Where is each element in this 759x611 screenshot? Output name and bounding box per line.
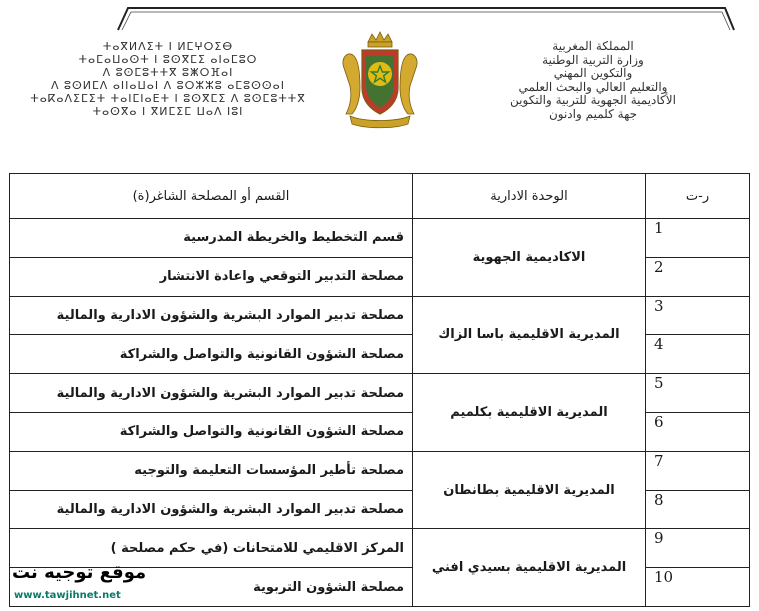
row-number: 1 [646,219,750,258]
table-header-row [10,174,750,219]
admin-unit-cell: المديرية الاقليمية باسا الزاك [413,296,646,374]
arabic-line-4: والتعليم العالي والبحث العلمي [518,79,668,94]
arabic-line-6: جهة كلميم وادنون [548,106,638,121]
row-number: 4 [646,335,750,374]
row-number: 7 [646,451,750,490]
service-cell: مصلحة الشؤون التربوية [10,568,413,607]
header-num: ر-ت [646,174,750,219]
tifinagh-line-4: ⴷ ⵓⵙⵍⵎⴷ ⴰⵏⵏⴰⵡⴰⵏ ⴷ ⵓⵔⵣⵣⵓ ⴰⵎⵓⵙⵙⴰⵏ [51,79,285,92]
service-cell: مصلحة تدبير الموارد البشرية والشؤون الادارية والمالية [10,296,413,335]
row-number: 10 [646,568,750,607]
arabic-line-3: والتكوين المهني [553,66,633,80]
row-number: 9 [646,529,750,568]
service-cell: قسم التخطيط والخريطة المدرسية [10,219,413,258]
watermark-url: www.tawjihnet.net [14,590,121,601]
arabic-line-2: وزارة التربية الوطنية [542,52,644,67]
vacancies-table [9,173,750,607]
service-cell: المركز الاقليمي للامتحانات (في حكم مصلحة ) [10,529,413,568]
row-number: 5 [646,374,750,413]
tifinagh-line-3: ⴷ ⵓⵙⵎⵓⵜⵜⴳ ⵓⵥⵔⴼⴰⵏ [102,66,234,79]
arabic-header [462,40,724,121]
header-unit: الوحدة الادارية [413,174,646,219]
tifinagh-line-5: ⵜⴰⴽⴰⴷⵉⵎⵉⵜ ⵜⴰⵏⵎⵏⴰⴹⵜ ⵏ ⵓⵙⴳⵎⵉ ⴷ ⵓⵙⵎⵓⵜⵜⴳ [30,92,306,105]
watermark-site-name: موقع توجيه نت [12,562,147,583]
site-watermark [12,562,162,608]
service-cell: مصلحة تدبير الموارد البشرية والشؤون الادارية والمالية [10,374,413,413]
admin-unit-cell: الاكاديمية الجهوية [413,219,646,297]
tifinagh-line-1: ⵜⴰⴳⵍⴷⵉⵜ ⵏ ⵍⵎⵖⵔⵉⴱ [102,40,234,53]
tifinagh-line-2: ⵜⴰⵎⴰⵡⴰⵙⵜ ⵏ ⵓⵙⴳⵎⵉ ⴰⵏⴰⵎⵓⵔ [78,53,258,66]
table-row [10,296,750,335]
royal-emblem-icon [330,30,430,130]
service-cell: مصلحة الشؤون القانونية والتواصل والشراكة [10,335,413,374]
arabic-line-5: الأكاديمية الجهوية للتربية والتكوين [510,93,676,107]
arabic-line-1: المملكة المغربية [552,39,634,53]
table-row [10,374,750,413]
row-number: 2 [646,257,750,296]
row-number: 8 [646,490,750,529]
admin-unit-cell: المديرية الاقليمية بسيدي افني [413,529,646,607]
service-cell: مصلحة الشؤون القانونية والتواصل والشراكة [10,412,413,451]
row-number: 6 [646,412,750,451]
admin-unit-cell: المديرية الاقليمية بطانطان [413,451,646,529]
table-row [10,219,750,258]
service-cell: مصلحة تدبير الموارد البشرية والشؤون الادارية والمالية [10,490,413,529]
tifinagh-header [18,40,318,118]
service-cell: مصلحة تأطير المؤسسات التعليمة والتوجيه [10,451,413,490]
header-service: القسم أو المصلحة الشاغر(ة) [10,174,413,219]
row-number: 3 [646,296,750,335]
service-cell: مصلحة التدبير التوقعي واعادة الانتشار [10,257,413,296]
table-row [10,451,750,490]
admin-unit-cell: المديرية الاقليمية بكلميم [413,374,646,452]
tifinagh-line-6: ⵜⴰⵙⴳⴰ ⵏ ⴳⵍⵎⵉⵎ ⵡⴰⴷ ⵏⵓⵏ [92,105,244,118]
